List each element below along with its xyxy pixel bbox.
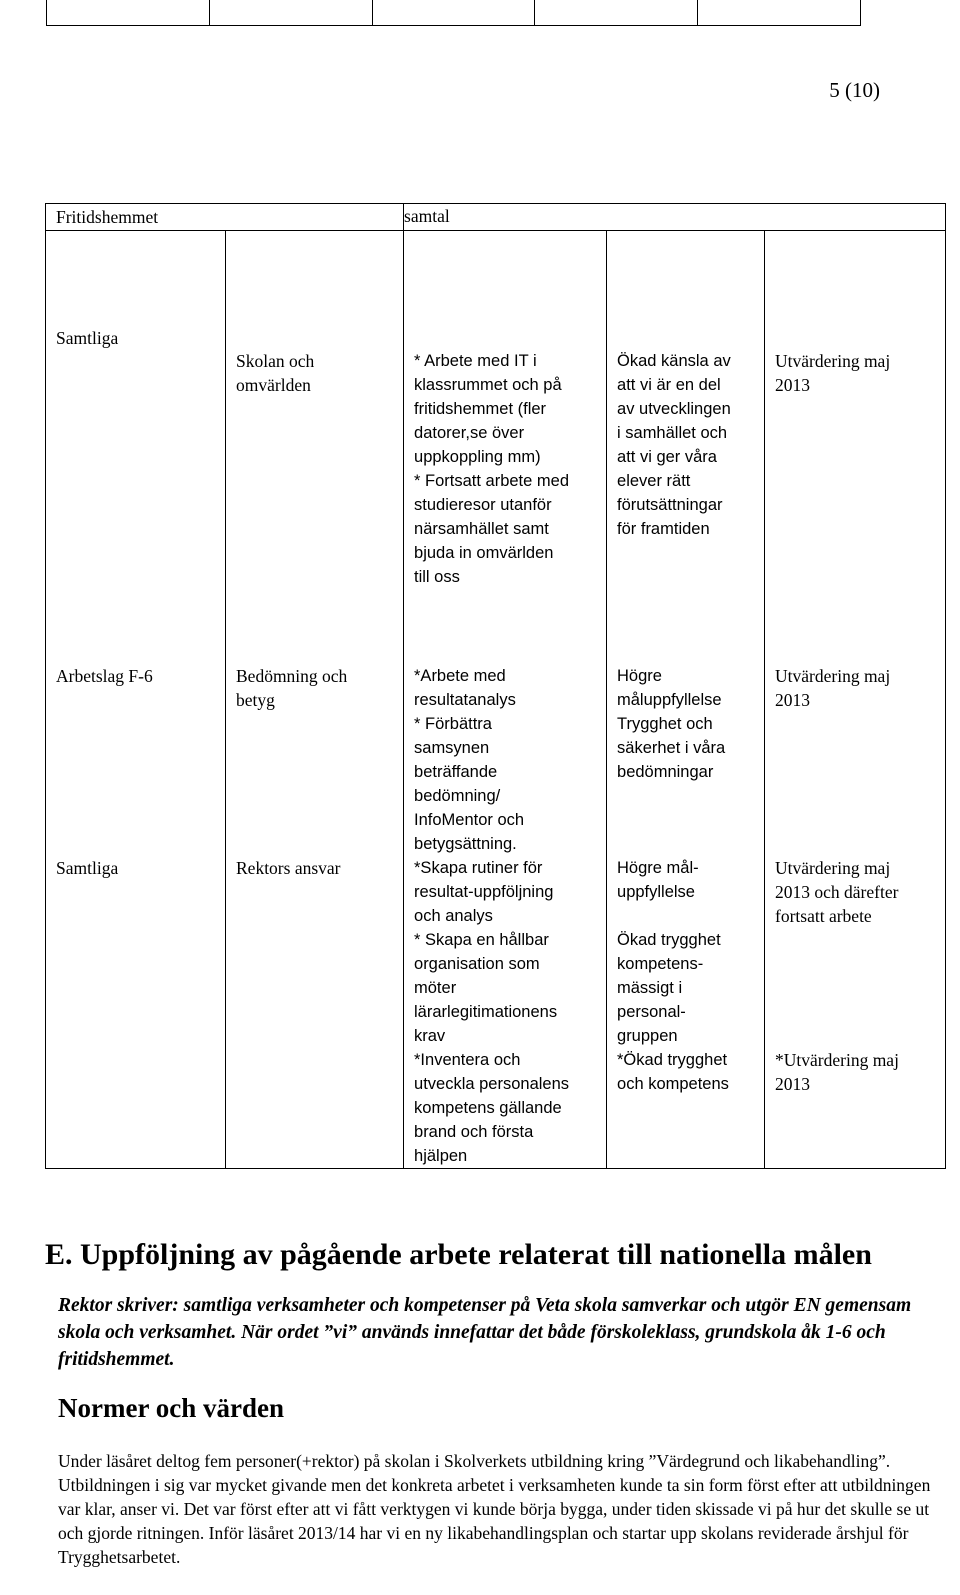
top-strip-cell [373,0,536,26]
row1-actions: * Arbete med IT i klassrummet och på fritidshemmet (fler datorer,se över uppkoppling mm) * Fortsatt arbete med studieresor utanför närsamhället samt bjuda in omvärlden till oss [404,231,607,665]
header-samtal-text: samtal [404,206,450,226]
table-header-row [46,204,946,231]
top-strip-cell [46,0,210,26]
rektor-note: Rektor skriver: samtliga verksamheter och kompetenser på Veta skola samverkar och utgör EN gemensam skola och verksamhet. När ordet ”vi” används innefattar det både förskoleklass, grundskola åk 1-6 och fritidshemmet. [58,1295,912,1370]
row-group-cell [46,231,226,665]
top-strip-cell [698,0,861,26]
header-fritidshemmet: Fritidshemmet [46,204,404,231]
row1-goals: Ökad känsla av att vi är en del av utvecklingen i samhället och att vi ger våra elever rätt förutsättningar för framtiden [607,231,765,665]
normer-heading: Normer och värden [58,1393,284,1423]
header-samtal [404,204,946,231]
table-row [46,231,946,665]
table-row [46,664,946,856]
row1-area: Skolan och omvärlden [226,231,404,665]
goals-table [45,203,946,1169]
samtliga-top: Samtliga [56,328,119,348]
row3-evaluation: Utvärdering maj 2013 och därefter fortsatt arbete *Utvärdering maj 2013 [765,856,946,1169]
row2-actions: *Arbete med resultatanalys * Förbättra samsynen beträffande bedömning/ InfoMentor och betygsättning. [404,664,607,856]
row2-evaluation: Utvärdering maj 2013 [765,664,946,856]
section-e-heading: E. Uppföljning av pågående arbete relaterat till nationella målen [45,1238,872,1271]
row2-area: Bedömning och betyg [226,664,404,856]
normer-body: Under läsåret deltog fem personer(+rektor) på skolan i Skolverkets utbildning kring ”Värdegrund och likabehandling”. Utbildningen i sig var mycket givande men det konkreta arbetet i verksamheten kunde ta sin form först efter att utbildningen var klar, anser vi. Det var först efter att vi fått verktygen vi kunde börja bygga, under tiden skissade vi på hur det skulle se ut och gjorde ritningen. Inför läsåret 2013/14 har vi en ny likabehandlingsplan och startar upp skolans reviderade årshjul för Trygghetsarbetet. [58,1451,931,1567]
top-strip-cell [210,0,373,26]
row1-evaluation: Utvärdering maj 2013 [765,231,946,665]
top-strip-cell [535,0,698,26]
row3-actions: *Skapa rutiner för resultat-uppföljning och analys * Skapa en hållbar organisation som möter lärarlegitimationens krav *Inventera och utveckla personalens kompetens gällande brand och första hjälpen [404,856,607,1169]
row2-goals: Högre måluppfyllelse Trygghet och säkerhet i våra bedömningar [607,664,765,856]
top-table-strip [46,0,861,27]
page-number: 5 (10) [829,78,880,102]
row3-area: Rektors ansvar [226,856,404,1169]
table-row [46,856,946,1169]
row3-who: Samtliga [46,856,226,1169]
row2-who: Arbetslag F-6 [46,664,226,856]
row3-goals: Högre mål- uppfyllelse Ökad trygghet kompetens- mässigt i personal- gruppen *Ökad trygghet och kompetens [607,856,765,1169]
